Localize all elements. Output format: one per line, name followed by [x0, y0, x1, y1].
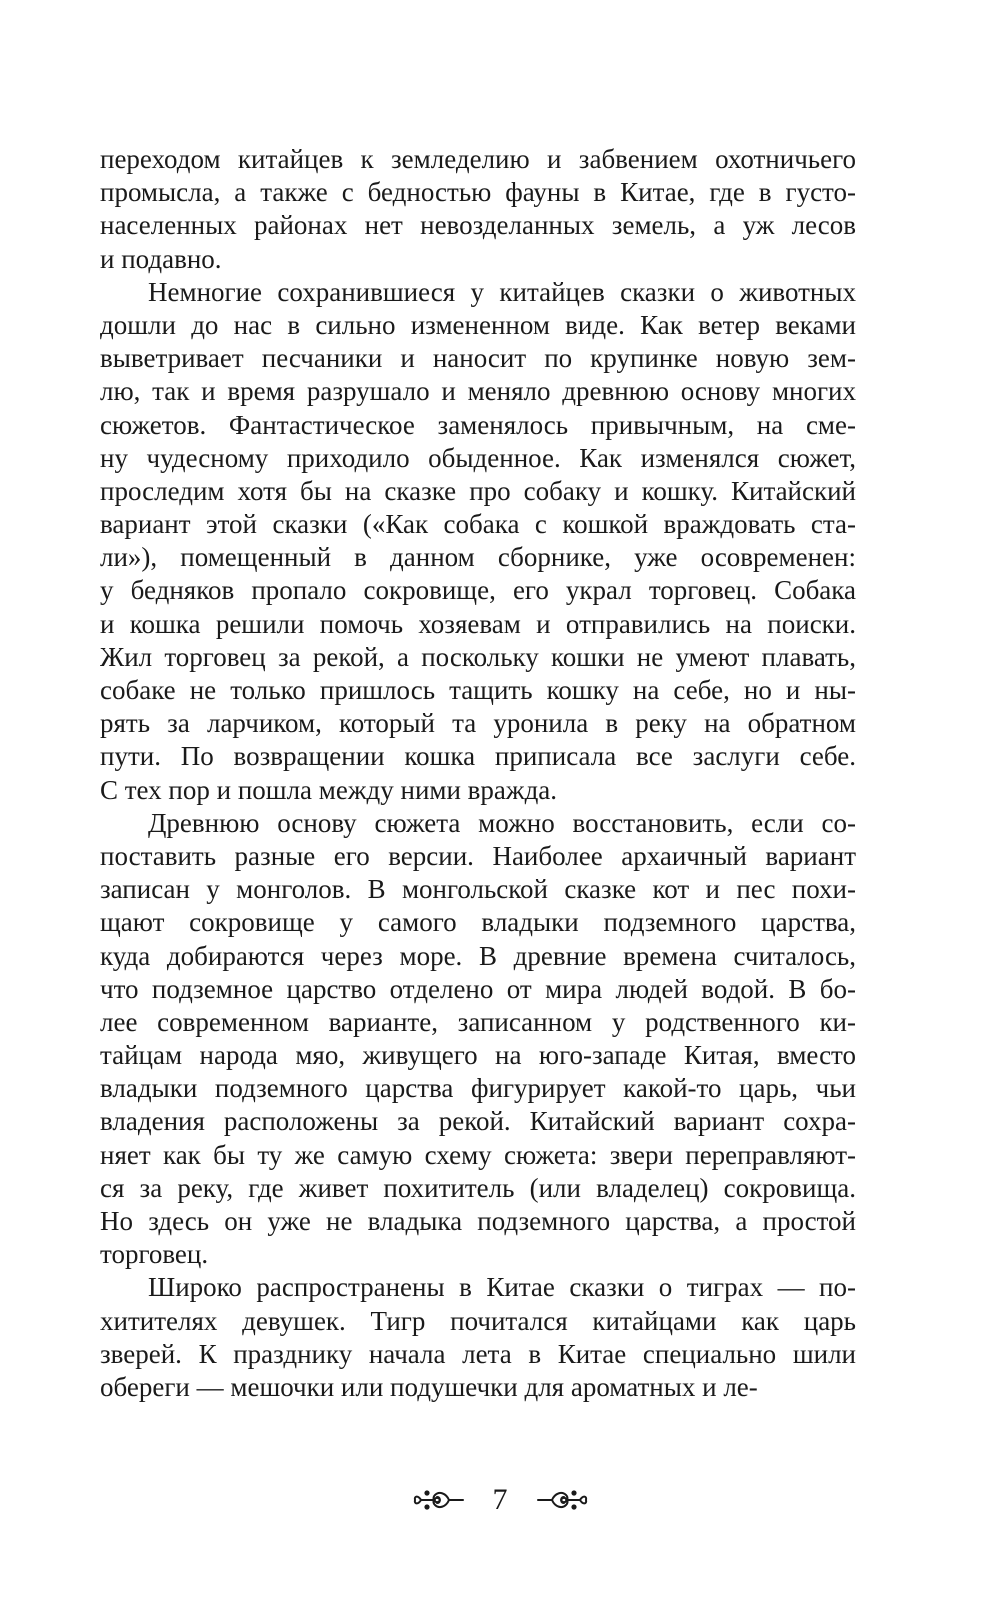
paragraph: [100, 1271, 856, 1404]
text-line: и подавно.: [100, 243, 222, 274]
text-line: переходом китайцев к земледелию и забвением охотничьего: [100, 144, 856, 174]
text-line: у бедняков пропало сокровище, его украл торговец. Собака: [100, 575, 856, 606]
text-line: владыки подземного царства фигурирует какой-то царь, чьи: [100, 1073, 856, 1104]
text-line: куда добираются через море. В древние времена считалось,: [100, 940, 856, 971]
text-line: ну чудесному приходило обыденное. Как изменялся сюжет,: [100, 442, 856, 473]
text-line: лее современном варианте, записанном у родственного ки-: [100, 1006, 856, 1037]
left-floral-ornament-icon: [413, 1485, 465, 1515]
paragraph: [100, 276, 856, 807]
text-line: поставить разные его версии. Наиболее архаичный вариант: [100, 840, 856, 871]
text-line: вариант этой сказки («Как собака с кошкой враждовать ста-: [100, 509, 856, 540]
text-line: лю, так и время разрушало и меняло древнюю основу многих: [100, 376, 856, 407]
text-line: промысла, а также с бедностью фауны в Китае, где в густо-: [100, 177, 856, 208]
text-line: Древнюю основу сюжета можно восстановить, если со-: [148, 807, 856, 838]
text-line: торговец.: [100, 1239, 209, 1270]
text-line: сюжетов. Фантастическое заменялось привычным, на сме-: [100, 409, 856, 440]
text-line: рять за ларчиком, который та уронила в реку на обратном: [100, 708, 856, 739]
text-line: Но здесь он уже не владыка подземного царства, а простой: [100, 1206, 856, 1236]
paragraph: [100, 807, 856, 1272]
text-line: что подземное царство отделено от мира людей водой. В бо-: [100, 973, 856, 1004]
text-line: собаке не только пришлось тащить кошку на себе, но и ны-: [100, 675, 856, 705]
paragraph: [100, 143, 856, 276]
text-line: обереги — мешочки или подушечки для ароматных и ле-: [100, 1371, 758, 1402]
text-line: тайцам народа мяо, живущего на юго-западе Китая, вместо: [100, 1040, 856, 1071]
text-line: хитителях девушек. Тигр почитался китайцами как царь: [100, 1305, 856, 1336]
text-line: ли»), помещенный в данном сборнике, уже осовременен:: [100, 542, 856, 573]
text-line: записан у монголов. В монгольской сказке кот и пес похи-: [100, 874, 856, 905]
text-line: няет как бы ту же самую схему сюжета: звери переправляют-: [100, 1139, 856, 1170]
text-line: С тех пор и пошла между ними вражда.: [100, 774, 558, 805]
page-footer: [0, 1470, 1000, 1530]
text-line: зверей. К празднику начала лета в Китае специально шили: [100, 1338, 856, 1369]
text-line: Широко распространены в Китае сказки о тиграх — по-: [148, 1272, 856, 1303]
text-line: выветривает песчаники и наносит по крупинке новую зем-: [100, 343, 856, 374]
text-line: и кошка решили помочь хозяевам и отправились на поиски.: [100, 608, 856, 639]
text-line: населенных районах нет невозделанных земель, а уж лесов: [100, 210, 856, 241]
text-line: Жил торговец за рекой, а поскольку кошки не умеют плавать,: [100, 641, 856, 672]
text-line: ся за реку, где живет похититель (или владелец) сокровища.: [100, 1172, 856, 1203]
text-line: проследим хотя бы на сказке про собаку и кошку. Китайский: [100, 475, 856, 506]
body-text: [100, 143, 856, 1404]
text-line: Немногие сохранившиеся у китайцев сказки о животных: [148, 276, 856, 307]
page-number: 7: [492, 1483, 508, 1516]
text-line: пути. По возвращении кошка приписала все заслуги себе.: [100, 741, 856, 772]
text-line: владения расположены за рекой. Китайский вариант сохра-: [100, 1106, 856, 1137]
text-line: щают сокровище у самого владыки подземного царства,: [100, 907, 856, 938]
right-floral-ornament-icon: [536, 1485, 588, 1515]
text-line: дошли до нас в сильно измененном виде. Как ветер веками: [100, 309, 856, 340]
